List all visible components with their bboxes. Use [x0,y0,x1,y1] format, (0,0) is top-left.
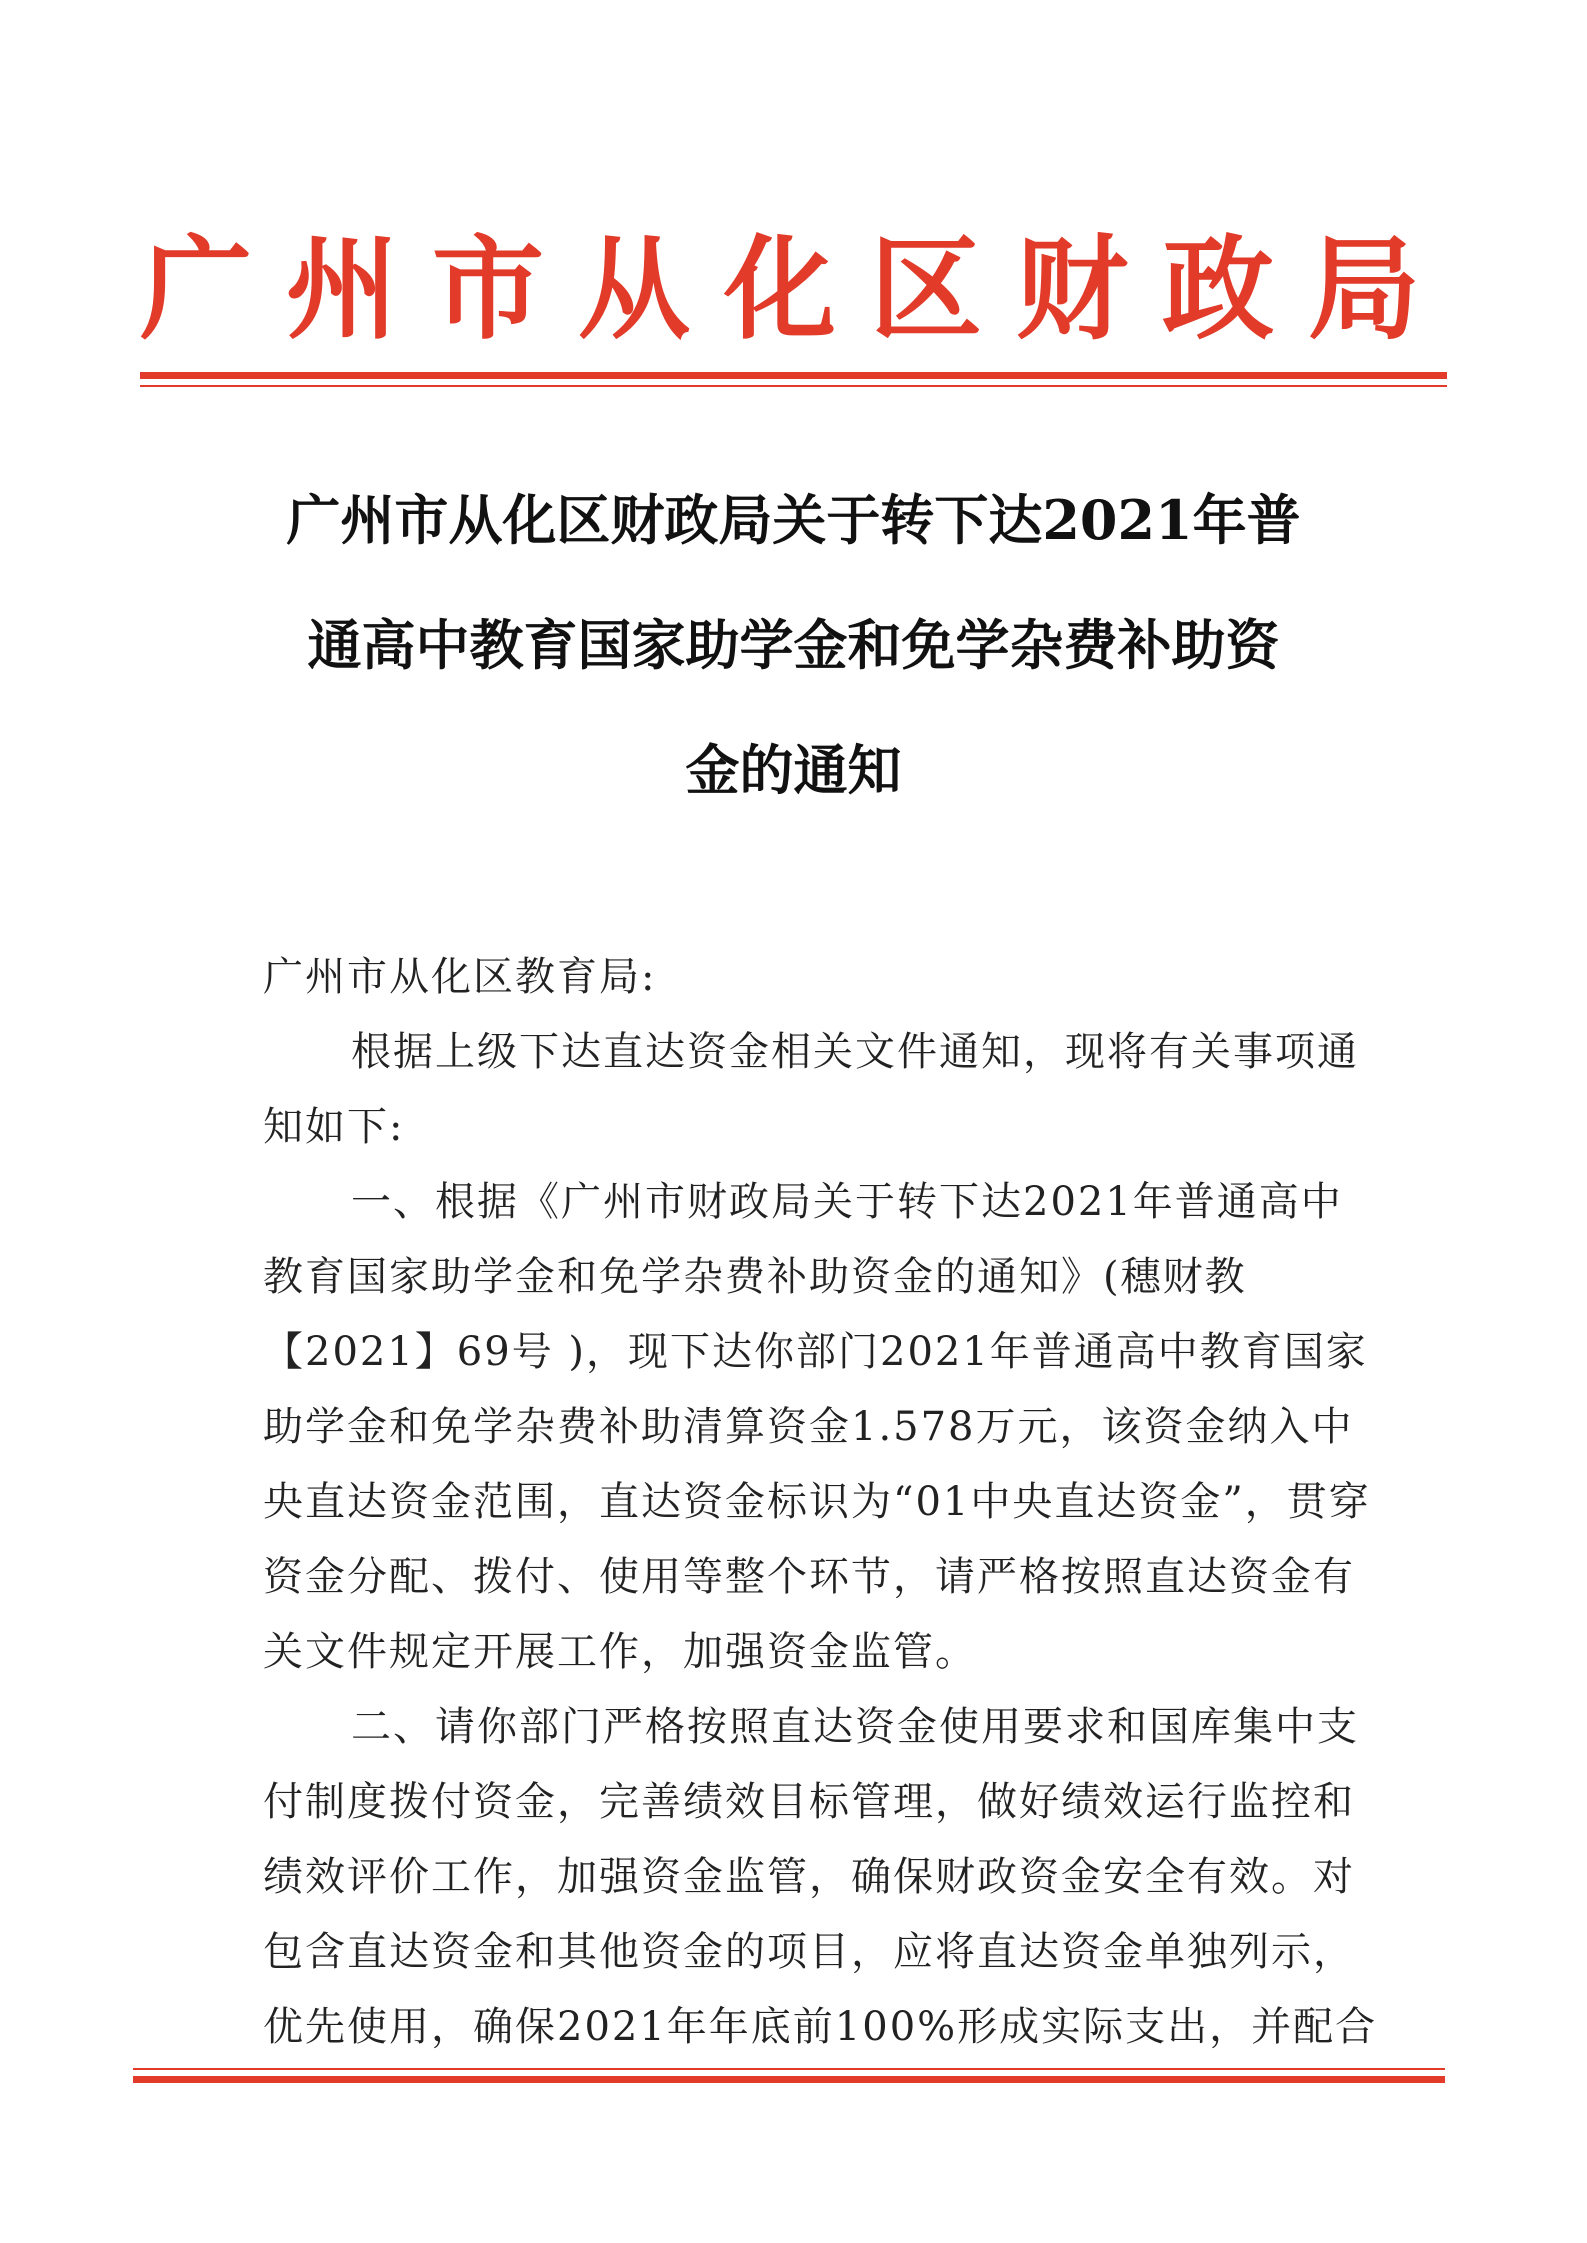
paragraph-intro: 根据上级下达直达资金相关文件通知，现将有关事项通知如下: [263,1029,1359,1150]
paragraph-item-1: 一、根据《广州市财政局关于转下达2021年普通高中教育国家助学金和免学杂费补助资金的通知》(穗财教【2021】69号 )，现下达你部门2021年普通高中教育国家助学金和免学杂费补助清算资金1.578万元，该资金纳入中央直达资金范围，直达资金标识为“01中央直达资金”，贯穿资金分配、拨付、使用等整个环节，请严格按照直达资金有关文件规定开展工作，加强资金监管。 [263,1179,1371,1675]
masthead-rule-thin [140,385,1447,387]
footer-rule-thick [133,2076,1445,2083]
document-title-line-1: 广州市从化区财政局关于转下达2021年普 [286,488,1301,552]
masthead-rule-thick [140,372,1447,379]
masthead-title: 广州市从化区财政局 [140,224,1454,355]
document-title-line-2: 通高中教育国家助学金和免学杂费补助资 [307,613,1280,677]
salutation: 广州市从化区教育局: [263,954,657,1000]
document-body [263,940,1383,2065]
document-title [200,458,1387,833]
document-title-line-3: 金的通知 [685,738,902,802]
footer-rule-thin [133,2068,1445,2070]
paragraph-item-2: 二、请你部门严格按照直达资金使用要求和国库集中支付制度拨付资金，完善绩效目标管理，做好绩效运行监控和绩效评价工作，加强资金监管，确保财政资金安全有效。对包含直达资金和其他资金的项目，应将直达资金单独列示，优先使用，确保2021年年底前100%形成实际支出，并配合 [263,1704,1378,2050]
